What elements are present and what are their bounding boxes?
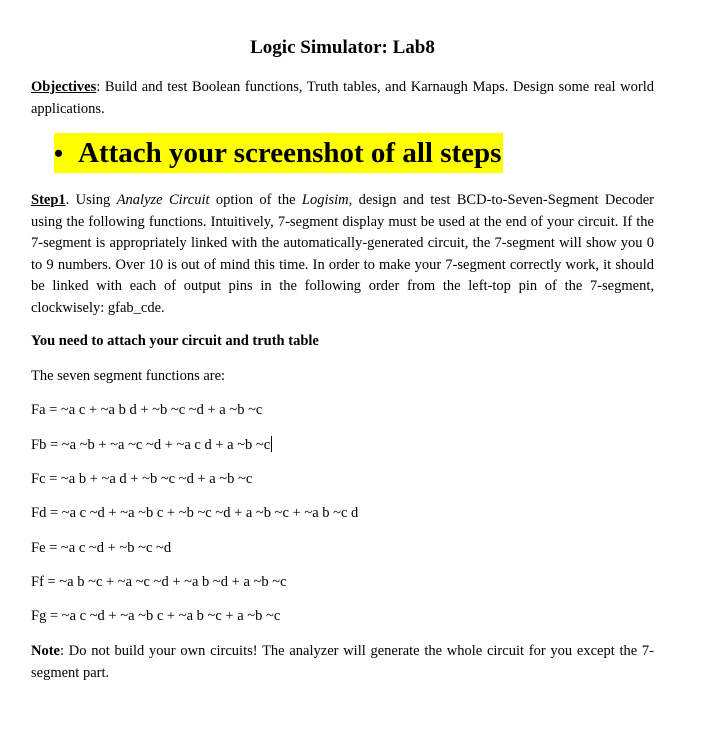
- function-fc: Fc = ~a b + ~a d + ~b ~c ~d + a ~b ~c: [31, 471, 253, 487]
- objectives-text: : Build and test Boolean functions, Truth tables, and Karnaugh Maps. Design some real world applications.: [31, 79, 654, 117]
- note-label: Note: [31, 643, 60, 659]
- document-title: Logic Simulator: Lab8: [250, 37, 435, 58]
- banner-text: Attach your screenshot of all steps: [78, 137, 502, 169]
- step1-text-3: , design and test BCD-to-Seven-Segment Decoder using the following functions. Intuitively, 7-segment display must be used at the end of your circuit. If the 7-segment is appropriately linked with the automatically-generated circuit, the 7-segment will show you 0 to 9 numbers. Over 10 is out of mind this time. In order to make your 7-segment correctly work, it should be linked with each of output pins in the following order from the left-top pin of the 7-segment, clockwisely: gfab_cde.: [31, 192, 654, 316]
- step1-italic-logisim: Logisim: [301, 192, 349, 208]
- function-fe: Fe = ~a c ~d + ~b ~c ~d: [31, 540, 172, 556]
- function-ff: Ff = ~a b ~c + ~a ~c ~d + ~a b ~d + a ~b ~c: [31, 574, 287, 590]
- step1-label: Step1: [31, 192, 66, 208]
- step1-text-1: . Using: [65, 192, 117, 208]
- step1-italic-analyze: Analyze Circuit: [116, 192, 210, 208]
- step1-text-2: option of the: [209, 192, 302, 208]
- bullet-icon: •: [54, 139, 64, 168]
- note-text: : Do not build your own circuits! The analyzer will generate the whole circuit for you except the 7-segment part.: [31, 643, 654, 681]
- function-fa: Fa = ~a c + ~a b d + ~b ~c ~d + a ~b ~c: [31, 402, 263, 418]
- step1-paragraph: [31, 190, 654, 319]
- function-fd: Fd = ~a c ~d + ~a ~b c + ~b ~c ~d + a ~b ~c + ~a b ~c d: [31, 505, 359, 521]
- functions-intro: The seven segment functions are:: [31, 368, 226, 384]
- function-fg: Fg = ~a c ~d + ~a ~b c + ~a b ~c + a ~b ~c: [31, 608, 281, 624]
- objectives-label: Objectives: [31, 79, 97, 95]
- function-fb-text: Fb = ~a ~b + ~a ~c ~d + ~a c d + a ~b ~c: [31, 437, 271, 453]
- screenshot-banner: [54, 133, 503, 173]
- objectives-paragraph: [31, 77, 654, 120]
- note-paragraph: [31, 641, 654, 684]
- text-cursor: [271, 436, 272, 452]
- function-fb[interactable]: [31, 435, 272, 456]
- attach-requirement: You need to attach your circuit and truth table: [31, 333, 319, 349]
